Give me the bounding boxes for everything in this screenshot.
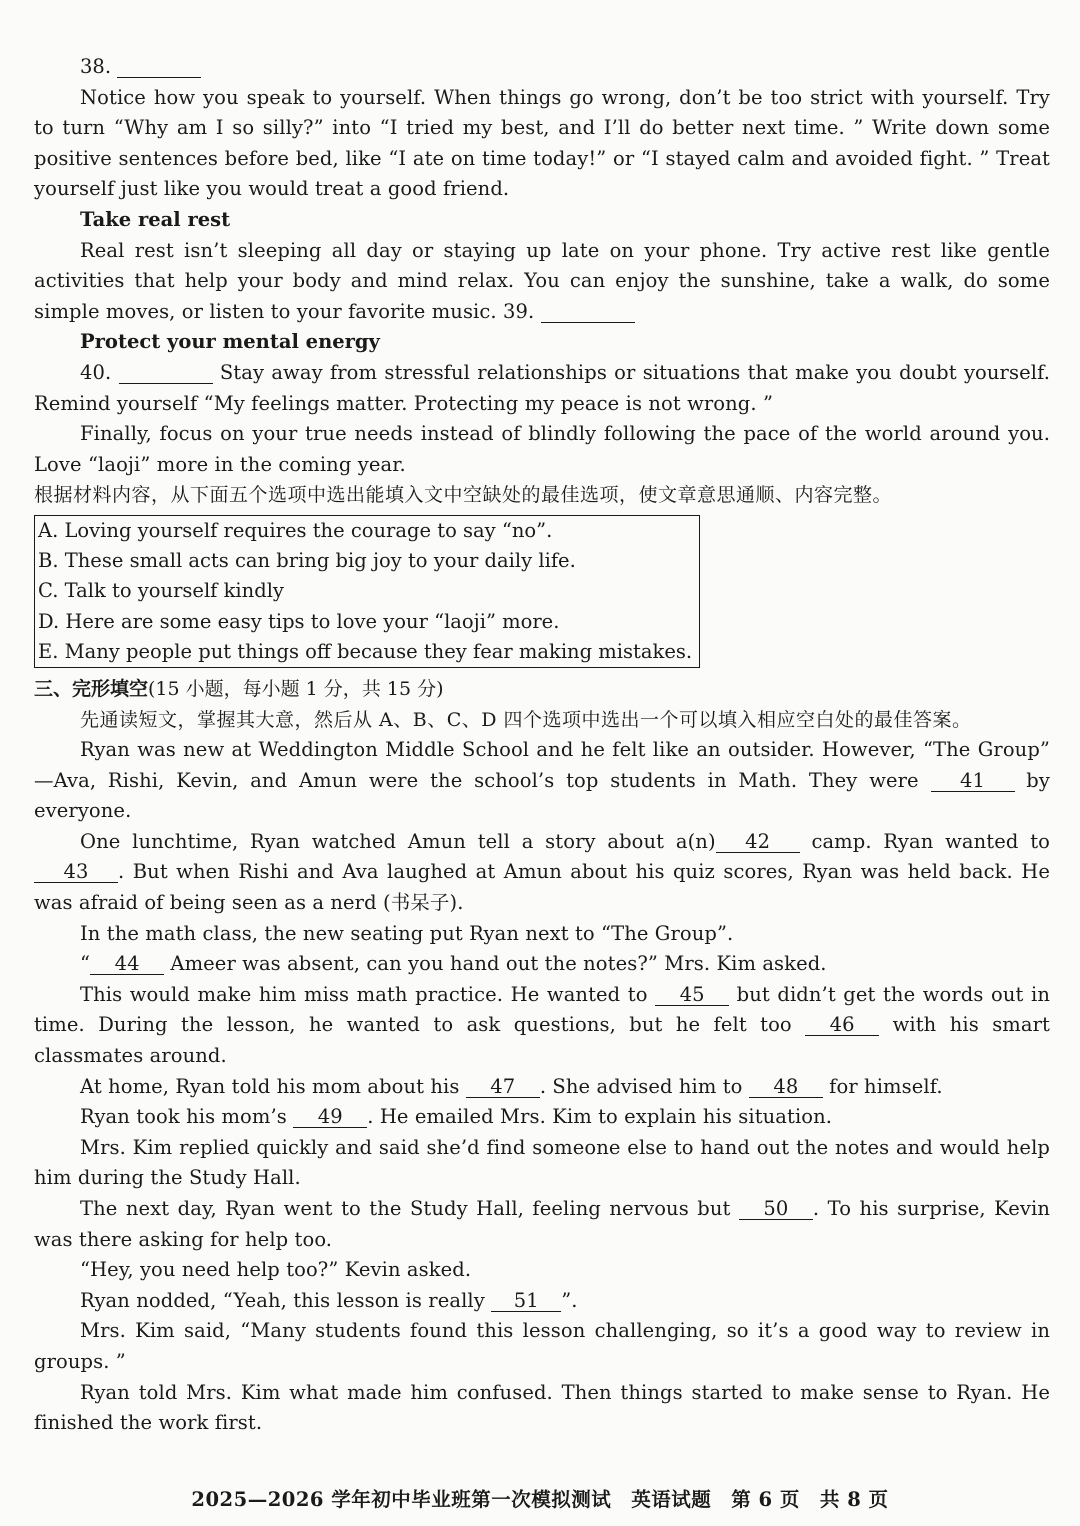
cloze-text: One lunchtime, Ryan watched Amun tell a story about a(n) <box>80 829 716 853</box>
cloze-paragraph-13: Ryan told Mrs. Kim what made him confused. Then things started to make sense to Ryan. He finished the work first. <box>34 1380 1050 1435</box>
cloze-paragraph-1 <box>34 735 1050 827</box>
cloze-text: ”. <box>561 1288 578 1312</box>
cloze-paragraph-3: In the math class, the new seating put Ryan next to “The Group”. <box>80 921 734 945</box>
cloze-text: for himself. <box>829 1074 943 1098</box>
cloze-paragraph-4 <box>34 949 1050 980</box>
cloze-paragraph-7 <box>34 1102 1050 1133</box>
cloze-paragraph-12: Mrs. Kim said, “Many students found this lesson challenging, so it’s a good way to review in groups. ” <box>34 1319 1050 1373</box>
cloze-blank-50[interactable]: 50 <box>739 1199 813 1220</box>
cloze-text: Ryan nodded, “Yeah, this lesson is really <box>80 1288 485 1312</box>
cloze-text: with his smart classmates around. <box>34 1013 1050 1068</box>
cloze-blank-42[interactable]: 42 <box>716 832 800 853</box>
paragraph-speak-kindly: Notice how you speak to yourself. When things go wrong, don’t be too strict with yourself. Try to turn “Why am I so silly?” into “I tried my best, and I’ll do better next time. ” Write down some positive sentences before bed, like “I ate on time today!” or “I stayed calm and avoided fight. ” Treat yourself just like you would treat a good friend. <box>34 85 1050 201</box>
options-box <box>34 515 700 668</box>
question-38-number: 38. <box>80 55 112 78</box>
cloze-text: This would make him miss math practice. He wanted to <box>80 982 648 1006</box>
cloze-text: The next day, Ryan went to the Study Hall, feeling nervous but <box>80 1197 731 1221</box>
cloze-text: Ryan took his mom’s <box>80 1105 287 1129</box>
cloze-paragraph-9 <box>34 1194 1050 1255</box>
cloze-text: by everyone. <box>34 768 1050 823</box>
cloze-text: At home, Ryan told his mom about his <box>80 1074 460 1098</box>
section-3-score: (15 小题，每小题 1 分，共 15 分) <box>148 677 444 700</box>
cloze-paragraph-5 <box>34 980 1050 1072</box>
cloze-text: . He emailed Mrs. Kim to explain his situation. <box>367 1105 833 1129</box>
cloze-blank-45[interactable]: 45 <box>655 985 729 1006</box>
heading-protect-energy: Protect your mental energy <box>80 330 380 354</box>
paragraph-real-rest <box>34 236 1050 328</box>
answer-blank-39[interactable] <box>541 302 635 323</box>
page-footer: 2025—2026 学年初中毕业班第一次模拟测试 英语试题 第 6 页 共 8 页 <box>191 1488 889 1511</box>
section-3-instruction: 先通读短文，掌握其大意，然后从 A、B、C、D 四个选项中选出一个可以填入相应空白处的最佳答案。 <box>80 708 972 731</box>
cloze-text: . To his surprise, Kevin was there asking for help too. <box>34 1197 1050 1251</box>
option-a: A. Loving yourself requires the courage to say “no”. <box>38 518 553 542</box>
cloze-blank-47[interactable]: 47 <box>466 1077 540 1098</box>
cloze-paragraph-2 <box>34 827 1050 919</box>
cloze-paragraph-11 <box>34 1286 1050 1317</box>
cloze-text: “ <box>80 952 91 976</box>
cloze-paragraph-8: Mrs. Kim replied quickly and said she’d find someone else to hand out the notes and would help him during the Study Hall. <box>34 1135 1050 1190</box>
cloze-blank-48[interactable]: 48 <box>749 1077 823 1098</box>
cloze-text: camp. Ryan wanted to <box>811 829 1050 853</box>
paragraph-finally: Finally, focus on your true needs instead of blindly following the pace of the world around you. Love “laoji” more in the coming year. <box>34 422 1050 476</box>
cloze-blank-43[interactable]: 43 <box>34 862 118 883</box>
cloze-text: . She advised him to <box>539 1074 743 1098</box>
answer-blank-38[interactable] <box>117 57 201 78</box>
cloze-blank-46[interactable]: 46 <box>805 1015 879 1036</box>
cloze-paragraph-10: “Hey, you need help too?” Kevin asked. <box>80 1258 472 1282</box>
question-38-line <box>34 52 1050 83</box>
cloze-blank-49[interactable]: 49 <box>293 1107 367 1128</box>
cloze-text: Ryan was new at Weddington Middle School and he felt like an outsider. However, “The Group” —Ava, Rishi, Kevin, and Amun were the school’s top students in Math. They were <box>34 738 1050 792</box>
heading-take-real-rest: Take real rest <box>80 207 231 231</box>
cloze-paragraph-6 <box>34 1072 1050 1103</box>
section-3-heading <box>34 674 1050 705</box>
paragraph-question-40 <box>34 358 1050 419</box>
cloze-text: . But when Rishi and Ava laughed at Amun about his quiz scores, Ryan was held back. He was afraid of being seen as a nerd (书呆子). <box>34 860 1050 915</box>
answer-blank-40[interactable] <box>119 363 213 384</box>
cloze-blank-41[interactable]: 41 <box>931 771 1015 792</box>
option-e: E. Many people put things off because they fear making mistakes. <box>38 639 693 663</box>
cloze-blank-51[interactable]: 51 <box>491 1291 561 1312</box>
question-40-number: 40. <box>80 360 112 384</box>
paragraph-real-rest-text: Real rest isn’t sleeping all day or staying up late on your phone. Try active rest like gentle activities that help your body and mind relax. You can enjoy the sunshine, take a walk, do some simple moves, or listen to your favorite music. 39. <box>34 238 1050 323</box>
cloze-text: but didn’t get the words out in time. During the lesson, he wanted to ask questions, but he felt too <box>34 982 1050 1037</box>
cloze-blank-44[interactable]: 44 <box>90 954 164 975</box>
option-c: C. Talk to yourself kindly <box>38 579 284 603</box>
cloze-text: Ameer was absent, can you hand out the notes?” Mrs. Kim asked. <box>170 952 827 976</box>
option-d: D. Here are some easy tips to love your “laoji” more. <box>38 609 560 633</box>
question-40-text: Stay away from stressful relationships or situations that make you doubt yourself. Remind yourself “My feelings matter. Protecting my peace is not wrong. ” <box>34 360 1050 415</box>
option-b: B. These small acts can bring big joy to your daily life. <box>38 549 576 573</box>
section-3-title: 三、完形填空 <box>34 677 149 700</box>
instruction-chinese: 根据材料内容，从下面五个选项中选出能填入文中空缺处的最佳选项，使文章意思通顺、内容完整。 <box>34 484 893 507</box>
